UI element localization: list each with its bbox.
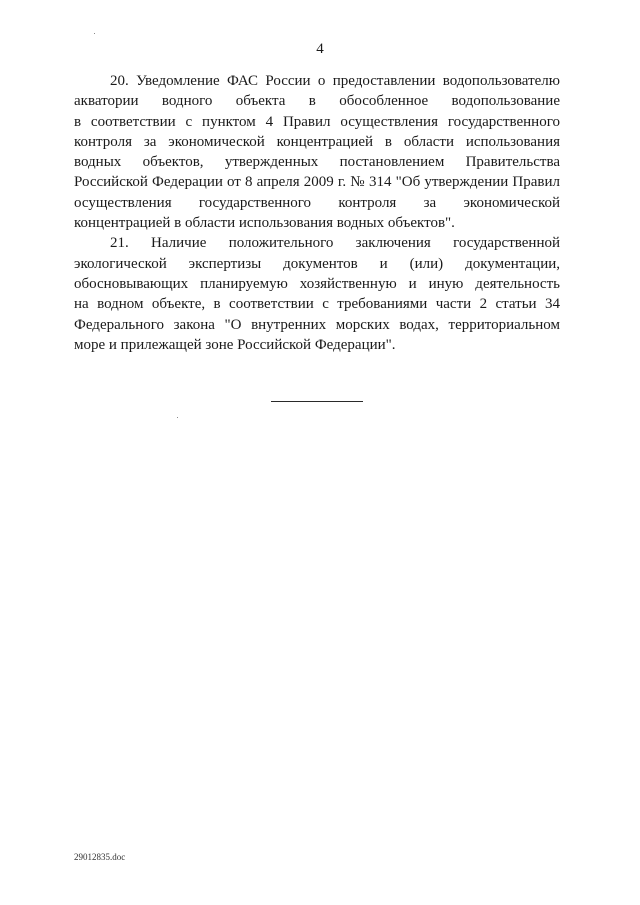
- end-separator-line: [271, 401, 363, 402]
- paragraph-line: контроля за экономической концентрацией в области использования: [74, 133, 560, 150]
- paragraph-line: море и прилежащей зоне Российской Федерации".: [74, 336, 396, 353]
- scan-speck: [177, 417, 178, 418]
- paragraph-line: акватории водного объекта в обособленное водопользование: [74, 93, 560, 110]
- paragraph-line: осуществления государственного контроля за экономической: [74, 194, 560, 211]
- document-body: [74, 71, 560, 355]
- scan-speck: [94, 33, 95, 34]
- paragraph-line: Федерального закона "О внутренних морских водах, территориальном: [74, 316, 560, 333]
- paragraph-line: экологической экспертизы документов и (или) документации,: [74, 255, 560, 272]
- paragraph-line: 20. Уведомление ФАС России о предоставлении водопользователю: [110, 73, 560, 89]
- paragraph-line: 21. Наличие положительного заключения государственной: [110, 235, 560, 252]
- paragraph-20: [74, 71, 560, 233]
- paragraph-line: водных объектов, утвержденных постановлением Правительства: [74, 154, 560, 171]
- paragraph-21: [74, 233, 560, 355]
- page-number: 4: [316, 41, 324, 57]
- footer-filename: 29012835.doc: [74, 852, 126, 862]
- paragraph-line: обосновывающих планируемую хозяйственную и иную деятельность: [74, 275, 560, 292]
- paragraph-line: в соответствии с пунктом 4 Правил осуществления государственного: [74, 113, 560, 130]
- paragraph-line: на водном объекте, в соответствии с требованиями части 2 статьи 34: [74, 296, 560, 313]
- paragraph-line: концентрацией в области использования водных объектов".: [74, 215, 455, 232]
- paragraph-line: Российской Федерации от 8 апреля 2009 г. № 314 "Об утверждении Правил: [74, 174, 560, 191]
